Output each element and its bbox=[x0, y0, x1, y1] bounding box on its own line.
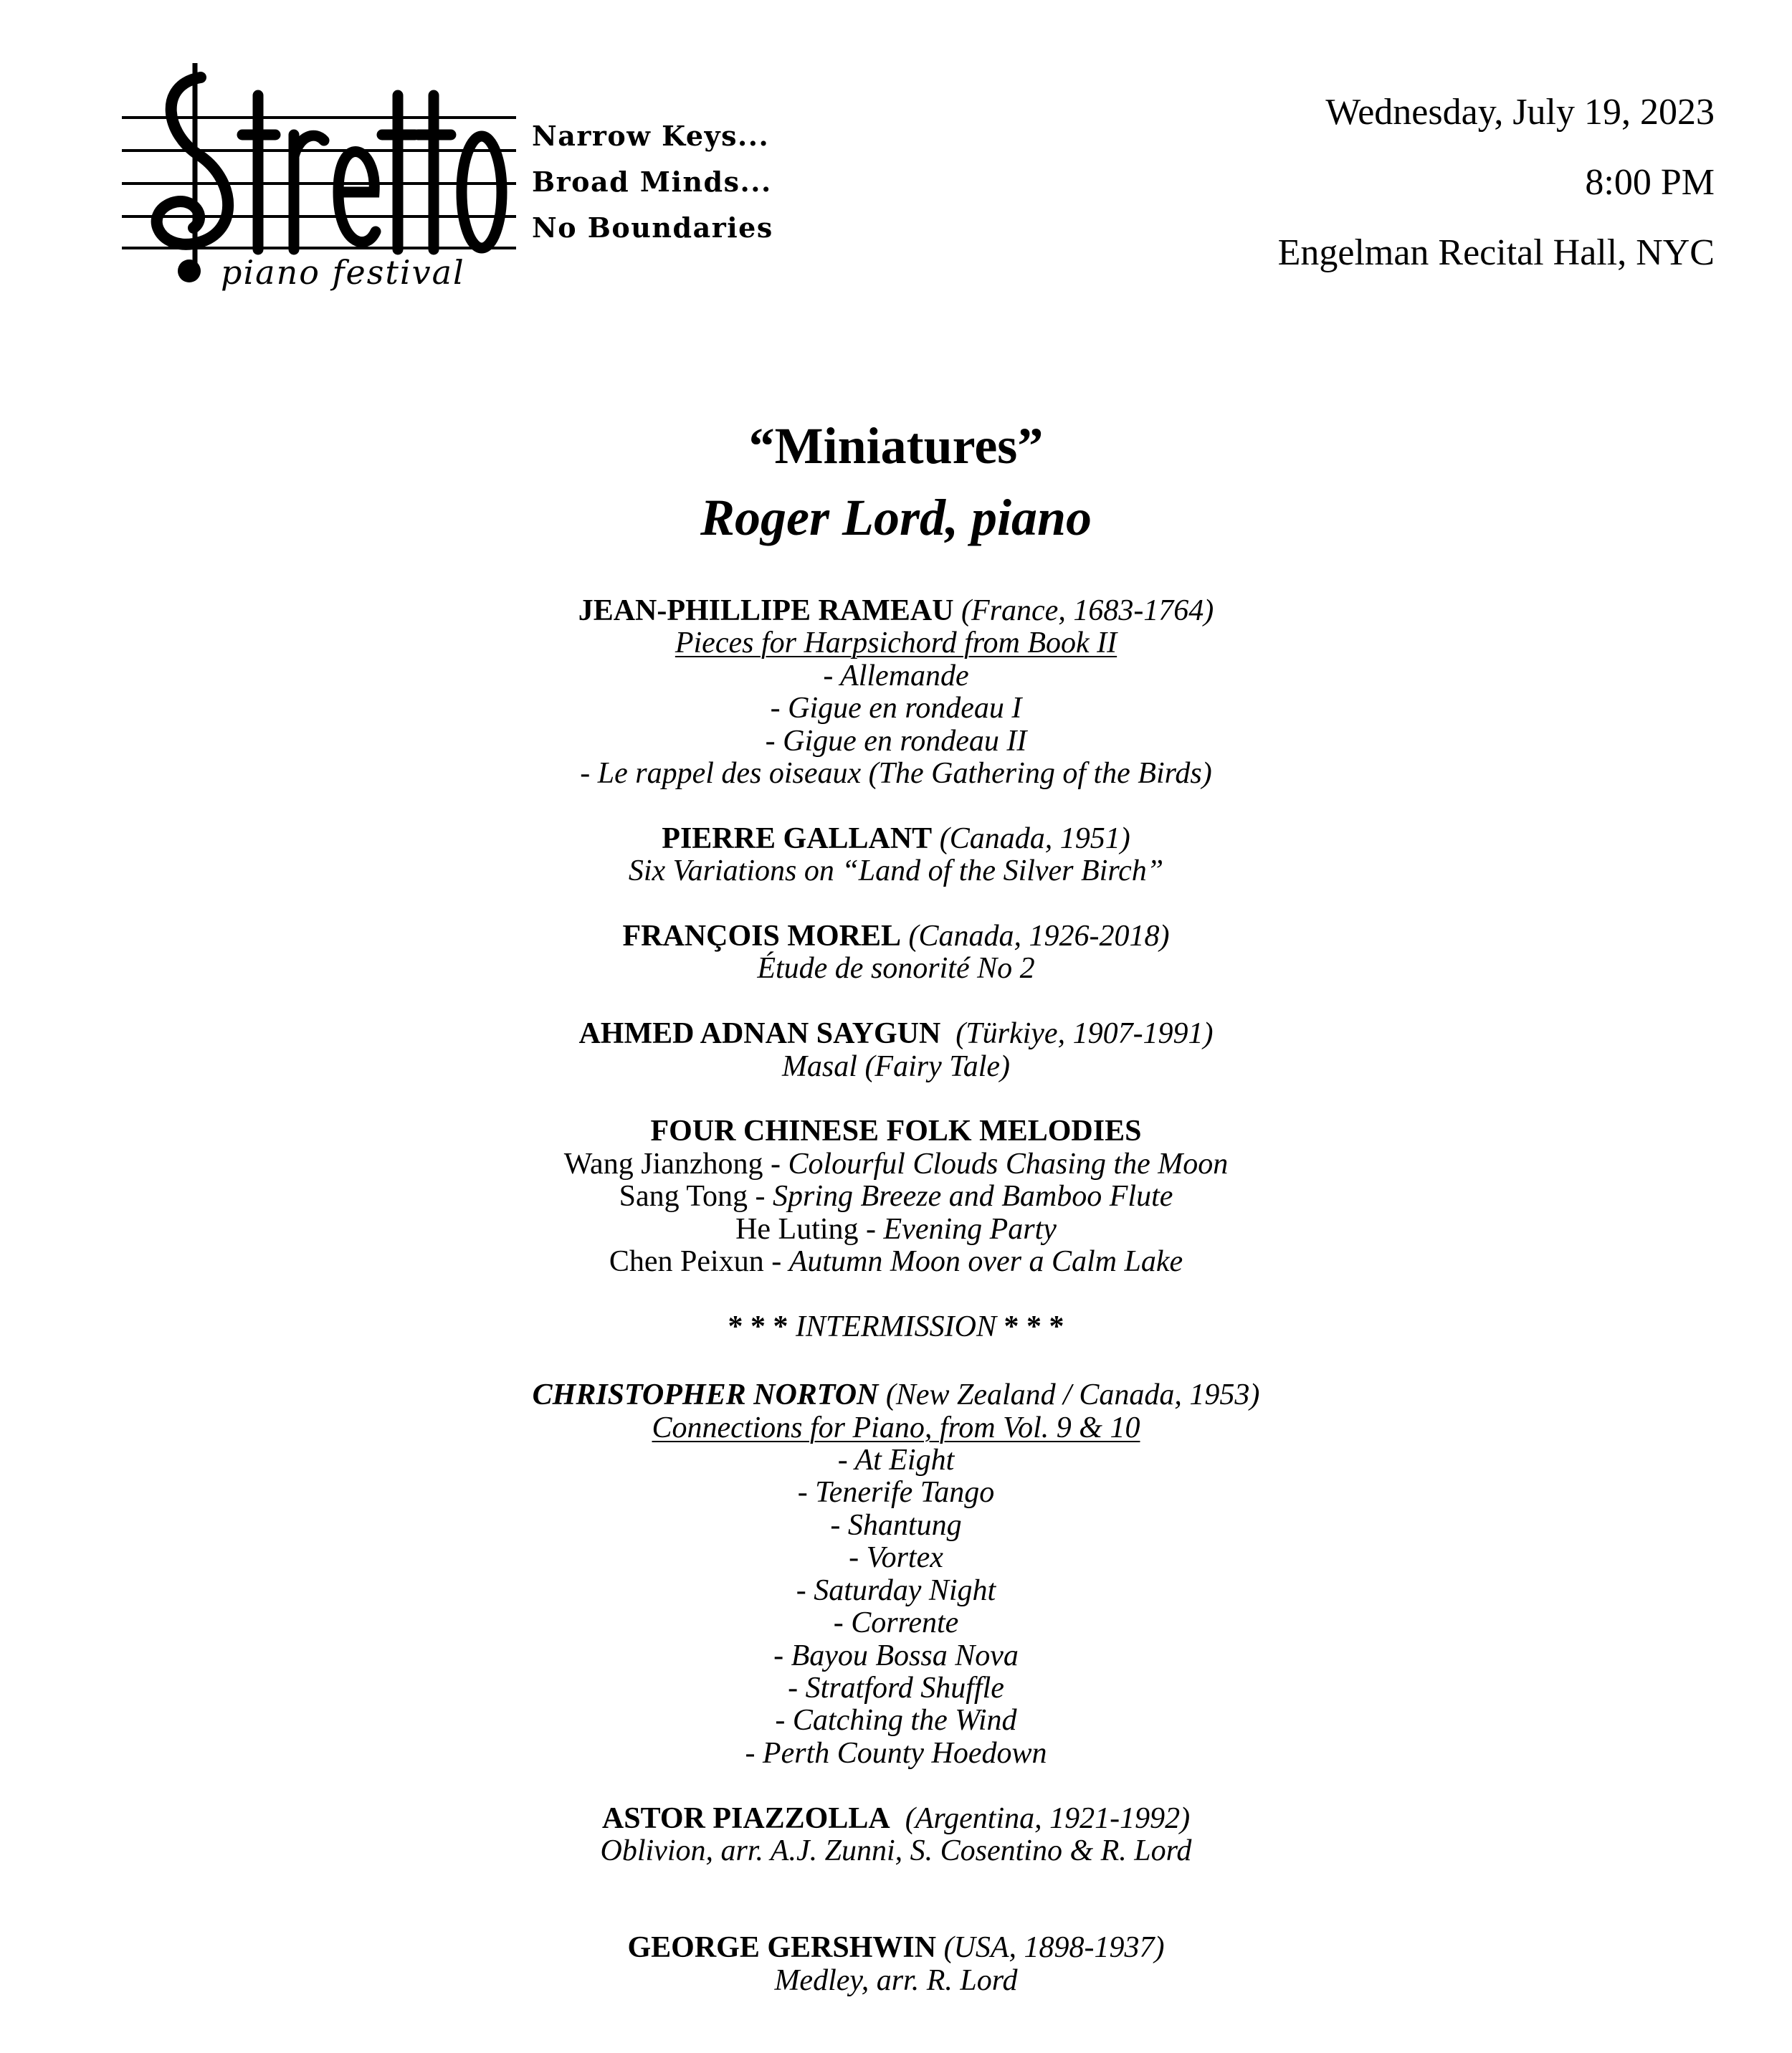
piece-title: - Gigue en rondeau II bbox=[765, 724, 1027, 758]
piece-title: - Tenerife Tango bbox=[797, 1476, 995, 1510]
intermission-stars-right: * * * bbox=[996, 1310, 1064, 1343]
piece-title: Six Variations on “Land of the Silver Birch” bbox=[628, 854, 1164, 888]
program-entry-rameau bbox=[0, 595, 1792, 627]
piece-title: - Le rappel des oiseaux (The Gathering of the Birds) bbox=[580, 757, 1212, 791]
composer-origin: (Canada, 1926-2018) bbox=[901, 920, 1170, 953]
event-venue: Engelman Recital Hall, NYC bbox=[1277, 232, 1715, 273]
composer-origin: (Argentina, 1921-1992) bbox=[890, 1801, 1191, 1835]
event-info bbox=[1278, 77, 1715, 288]
collection-title: Connections for Piano, from Vol. 9 & 10 bbox=[652, 1411, 1140, 1444]
piece-title: - Bayou Bossa Nova bbox=[773, 1639, 1019, 1672]
folk-melody-item bbox=[0, 1246, 1792, 1278]
piece-title: - At Eight bbox=[837, 1444, 955, 1477]
concert-header bbox=[0, 410, 1792, 553]
piece-title: - Catching the Wind bbox=[775, 1704, 1017, 1738]
performer-name: Roger Lord, piano bbox=[700, 489, 1092, 546]
section-heading-chinese-folk: FOUR CHINESE FOLK MELODIES bbox=[650, 1115, 1142, 1148]
program-entry-norton bbox=[0, 1379, 1792, 1411]
piece-title: Étude de sonorité No 2 bbox=[757, 952, 1035, 986]
composer-name: He Luting - bbox=[735, 1212, 884, 1246]
composer-origin: (Türkiye, 1907-1991) bbox=[940, 1017, 1214, 1051]
composer-origin: (France, 1683-1764) bbox=[953, 594, 1214, 627]
piece-title: - Gigue en rondeau I bbox=[770, 692, 1022, 725]
concert-title: “Miniatures” bbox=[748, 417, 1044, 475]
composer-name: PIERRE GALLANT bbox=[662, 821, 933, 855]
piece-title: Masal (Fairy Tale) bbox=[781, 1049, 1011, 1083]
program-list bbox=[0, 595, 1792, 1997]
festival-tagline bbox=[532, 113, 773, 251]
composer-name: Chen Peixun - bbox=[609, 1245, 789, 1279]
composer-origin: (Canada, 1951) bbox=[932, 821, 1130, 855]
piece-title: - Stratford Shuffle bbox=[788, 1671, 1004, 1705]
composer-name: Wang Jianzhong - bbox=[563, 1147, 788, 1181]
piece-title: Evening Party bbox=[883, 1212, 1057, 1246]
composer-name: Sang Tong - bbox=[619, 1180, 773, 1214]
intermission bbox=[0, 1311, 1792, 1343]
piece-title: Medley, arr. R. Lord bbox=[774, 1963, 1018, 1997]
intermission-label: INTERMISSION bbox=[796, 1310, 996, 1343]
composer-name: AHMED ADNAN SAYGUN bbox=[578, 1017, 941, 1051]
folk-melody-item bbox=[0, 1148, 1792, 1181]
event-time: 8:00 PM bbox=[1585, 162, 1715, 203]
program-entry-gershwin bbox=[0, 1932, 1792, 1964]
tagline-line-2: Broad Minds... bbox=[532, 166, 772, 198]
piece-title: - Shantung bbox=[830, 1508, 962, 1542]
piece-title: Colourful Clouds Chasing the Moon bbox=[788, 1147, 1229, 1181]
tagline-line-3: No Boundaries bbox=[532, 211, 773, 244]
piece-title: - Perth County Hoedown bbox=[745, 1736, 1047, 1770]
program-entry-piazzolla bbox=[0, 1803, 1792, 1835]
folk-melody-item bbox=[0, 1181, 1792, 1213]
program-entry-gallant bbox=[0, 823, 1792, 855]
composer-name: FRANÇOIS MOREL bbox=[622, 920, 902, 953]
piece-title: Oblivion, arr. A.J. Zunni, S. Cosentino & R. Lord bbox=[600, 1834, 1192, 1867]
composer-origin: (New Zealand / Canada, 1953) bbox=[878, 1378, 1260, 1412]
piece-title: - Saturday Night bbox=[796, 1573, 996, 1607]
composer-origin: (USA, 1898-1937) bbox=[936, 1931, 1165, 1965]
composer-name: JEAN-PHILLIPE RAMEAU bbox=[578, 594, 954, 627]
piece-title: - Corrente bbox=[833, 1606, 959, 1640]
intermission-stars-left: * * * bbox=[728, 1310, 796, 1343]
tagline-line-1: Narrow Keys... bbox=[532, 120, 770, 152]
composer-name: CHRISTOPHER NORTON bbox=[532, 1378, 879, 1412]
program-entry-saygun bbox=[0, 1018, 1792, 1050]
folk-melody-item bbox=[0, 1214, 1792, 1246]
piece-title: Spring Breeze and Bamboo Flute bbox=[773, 1180, 1173, 1214]
event-date: Wednesday, July 19, 2023 bbox=[1325, 92, 1715, 133]
program-entry-morel bbox=[0, 920, 1792, 953]
collection-title: Pieces for Harpsichord from Book II bbox=[675, 627, 1117, 660]
composer-name: GEORGE GERSHWIN bbox=[627, 1931, 937, 1965]
logo-subtitle: piano festival bbox=[221, 253, 465, 292]
piece-title: - Allemande bbox=[823, 659, 969, 692]
piece-title: - Vortex bbox=[849, 1541, 943, 1575]
composer-name: ASTOR PIAZZOLLA bbox=[601, 1801, 890, 1835]
piece-title: Autumn Moon over a Calm Lake bbox=[788, 1245, 1183, 1279]
